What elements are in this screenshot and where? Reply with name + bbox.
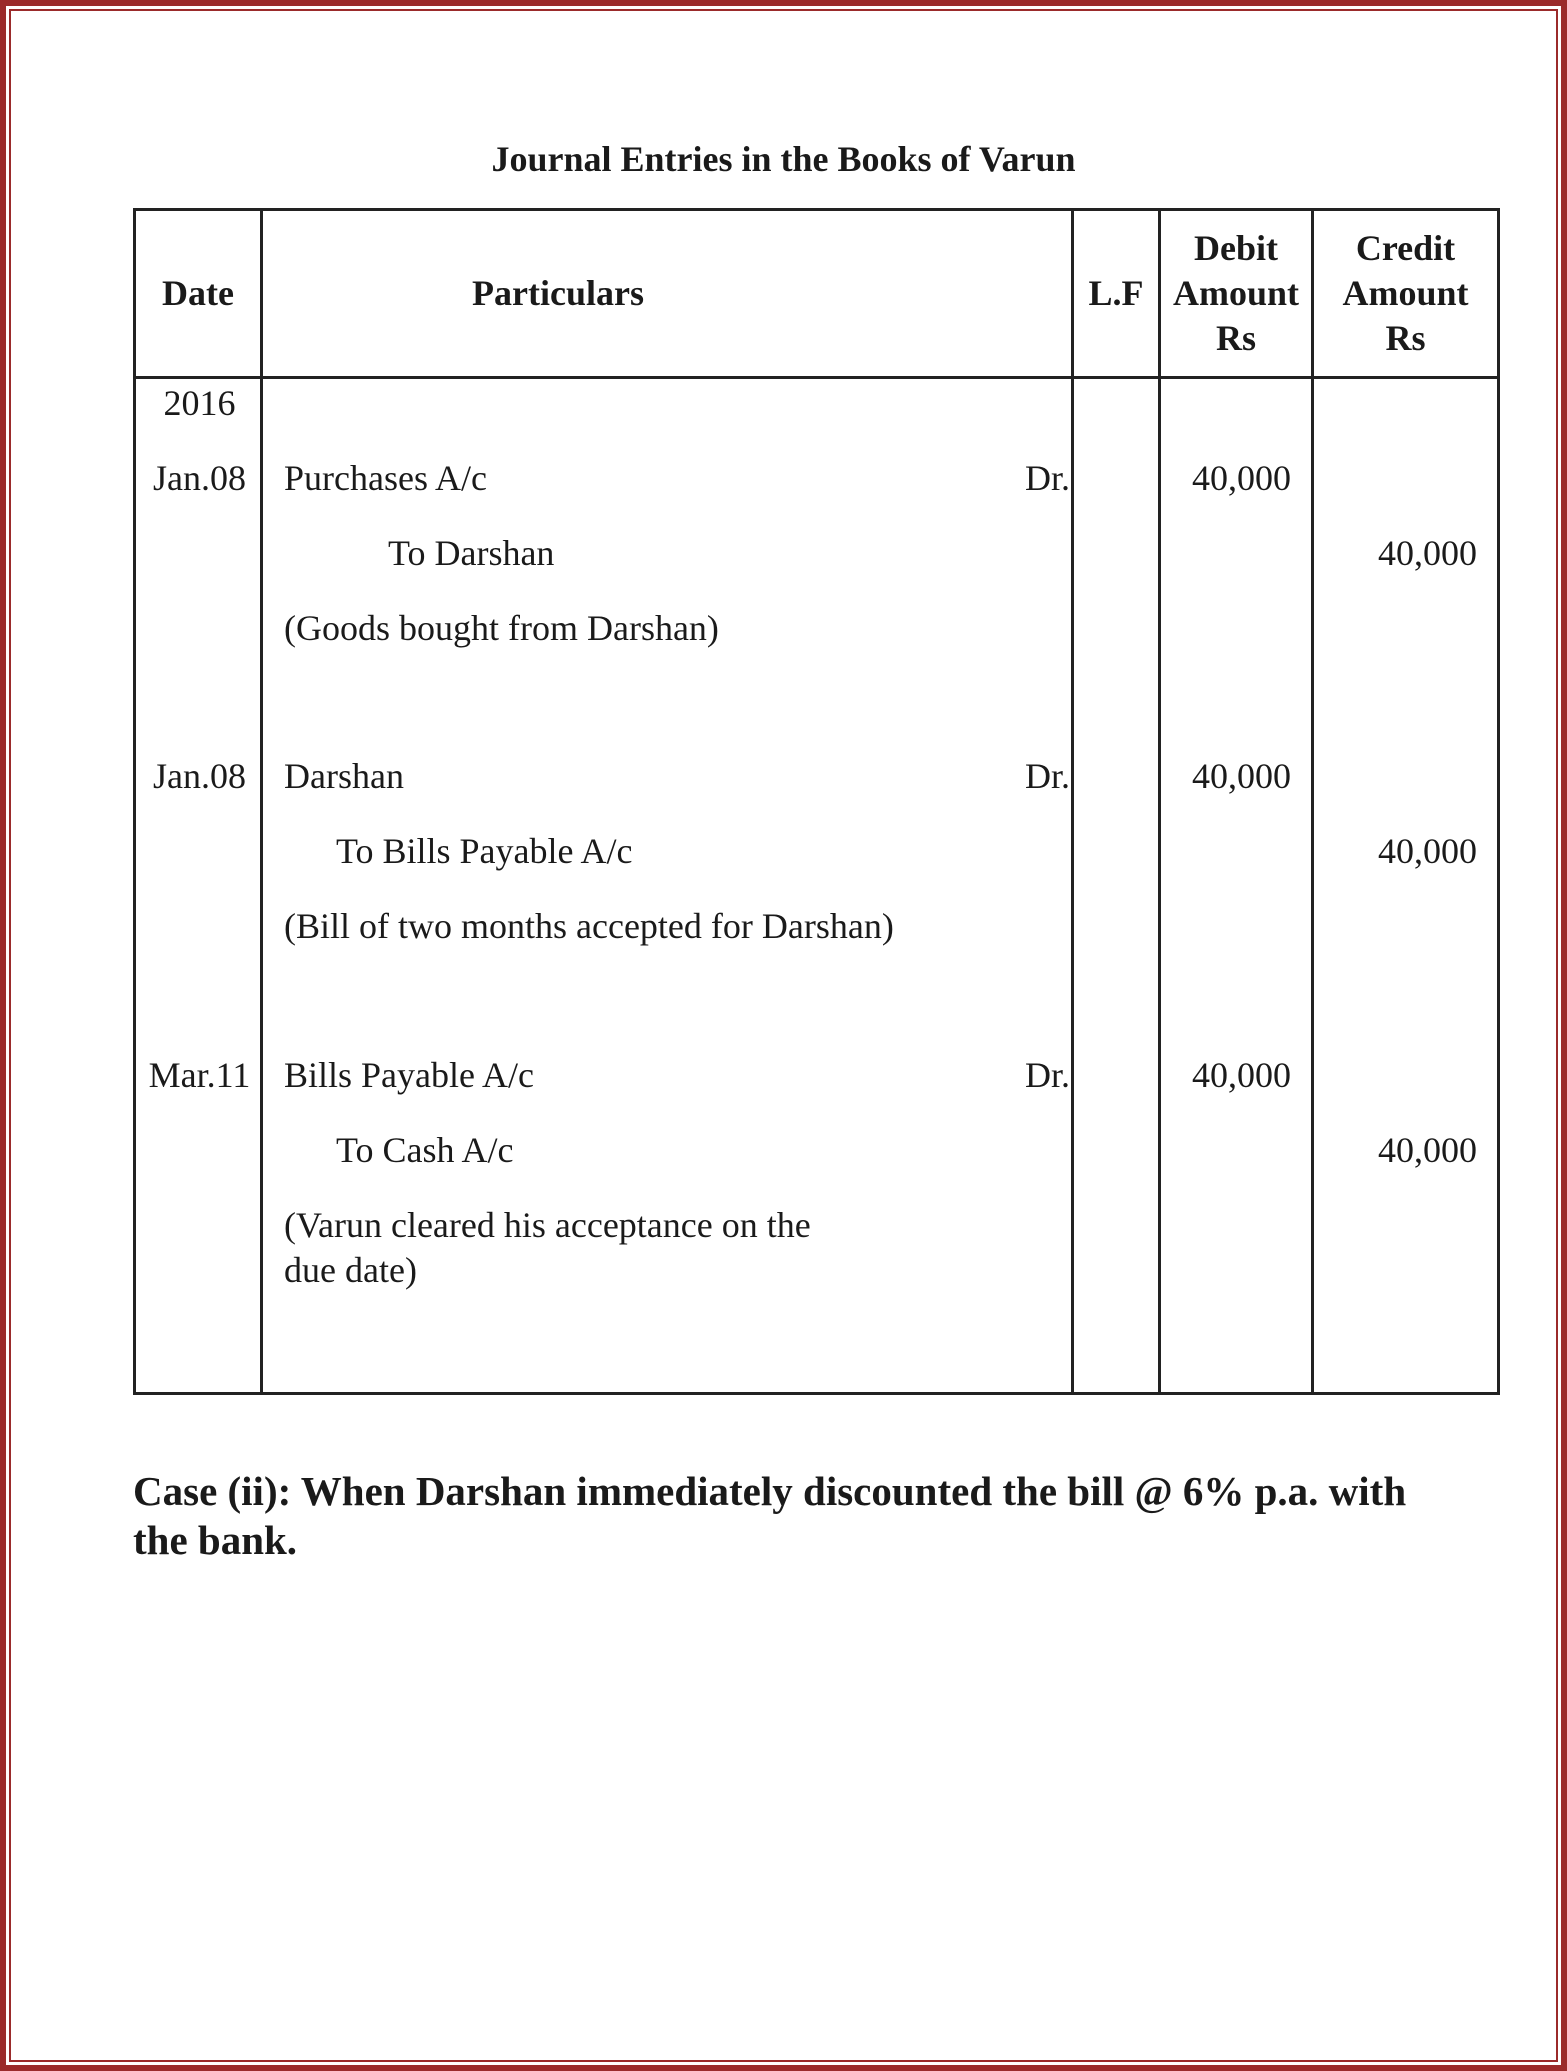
entry-3-credit-amount: 40,000 xyxy=(1378,1130,1477,1170)
header-debit-amount xyxy=(1161,211,1311,376)
entry-3-narration-line2: due date) xyxy=(284,1250,417,1290)
entry-1-narration: (Goods bought from Darshan) xyxy=(284,608,719,648)
header-date: Date xyxy=(162,273,234,313)
header-lf: L.F xyxy=(1088,273,1144,313)
header-credit-amount xyxy=(1314,211,1497,376)
header-debit-line2: Amount xyxy=(1172,273,1300,313)
header-debit-line3: Rs xyxy=(1215,318,1256,358)
header-debit-line1: Debit xyxy=(1194,228,1278,268)
header-credit-line1: Credit xyxy=(1355,228,1456,268)
entry-1-debit-account: Purchases A/c xyxy=(284,458,487,498)
entry-2-debit-account: Darshan xyxy=(284,756,404,796)
col-divider-lf xyxy=(1158,211,1161,1392)
entry-3-narration-line1: (Varun cleared his acceptance on the xyxy=(284,1205,811,1245)
journal-table xyxy=(133,208,1500,1395)
entry-3-dr: Dr. xyxy=(1025,1055,1070,1095)
entry-3-debit-amount: 40,000 xyxy=(1192,1055,1291,1095)
col-divider-debit xyxy=(1311,211,1314,1392)
entry-1-dr: Dr. xyxy=(1025,458,1070,498)
entry-2-dr: Dr. xyxy=(1025,756,1070,796)
header-credit-line2: Amount xyxy=(1342,273,1469,313)
entry-3-credit-account: To Cash A/c xyxy=(336,1130,514,1170)
entry-2-debit-amount: 40,000 xyxy=(1192,756,1291,796)
header-divider xyxy=(136,376,1497,379)
entry-3-date: Mar.11 xyxy=(148,1055,251,1095)
entry-1-credit-account: To Darshan xyxy=(388,533,555,573)
entry-2-narration: (Bill of two months accepted for Darshan) xyxy=(284,906,894,946)
year-cell: 2016 xyxy=(163,383,236,423)
entry-3-debit-account: Bills Payable A/c xyxy=(284,1055,534,1095)
header-credit-line3: Rs xyxy=(1385,318,1426,358)
header-particulars: Particulars xyxy=(472,273,644,313)
entry-1-credit-amount: 40,000 xyxy=(1378,533,1477,573)
entry-2-credit-account: To Bills Payable A/c xyxy=(336,831,633,871)
case-heading: Case (ii): When Darshan immediately discounted the bill @ 6% p.a. with the bank. xyxy=(133,1468,1407,1563)
entry-1-debit-amount: 40,000 xyxy=(1192,458,1291,498)
entry-2-credit-amount: 40,000 xyxy=(1378,831,1477,871)
page-title: Journal Entries in the Books of Varun xyxy=(491,139,1076,179)
entry-1-date: Jan.08 xyxy=(153,458,246,498)
col-divider-particulars xyxy=(1071,211,1074,1392)
entry-2-date: Jan.08 xyxy=(153,756,246,796)
